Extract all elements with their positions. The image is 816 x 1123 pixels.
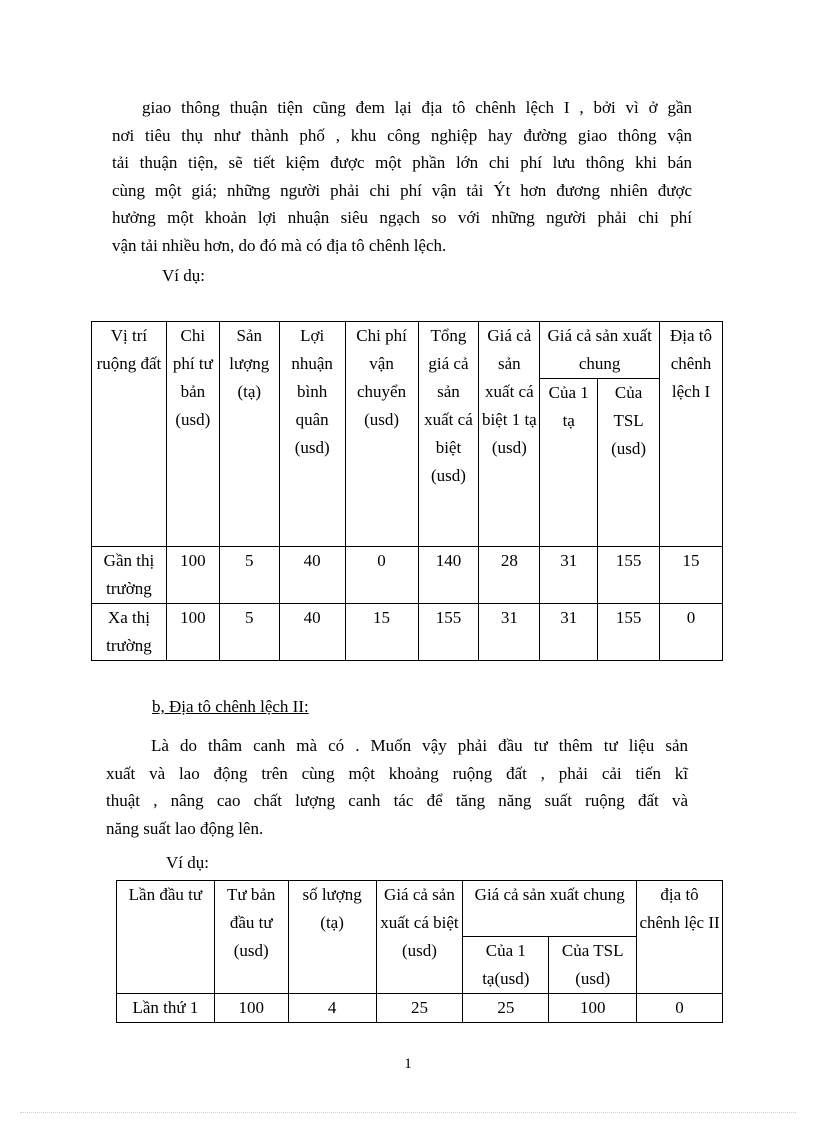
cell-individual-price: 25 — [376, 994, 463, 1023]
header-capital: Tư bản đầu tư (usd) — [214, 881, 288, 994]
cell-capital: 100 — [214, 994, 288, 1023]
cell-capital-cost: 100 — [166, 547, 219, 604]
cell-quantity: 4 — [288, 994, 376, 1023]
table-row — [117, 994, 723, 1023]
cell-avg-profit: 40 — [279, 604, 345, 661]
header-total-individual: Tổng giá cả sản xuất cá biệt (usd) — [418, 322, 479, 547]
cell-per-tsl: 100 — [549, 994, 637, 1023]
paragraph-line: tải thuận tiện, sẽ tiết kiệm được một phần lớn chi phí lưu thông khi bán — [112, 153, 692, 172]
header-general-price: Giá cả sản xuất chung — [463, 881, 637, 937]
paragraph-line: xuất và lao động trên cùng một khoảng ruộng đất , phải cải tiến kĩ — [106, 763, 688, 783]
paragraph-line: cùng một giá; những người phải chi phí vận tải Ýt hơn đương nhiên được — [112, 180, 692, 200]
page-number: 1 — [404, 1056, 412, 1072]
cell-avg-profit: 40 — [279, 547, 345, 604]
header-avg-profit: Lợi nhuận bình quân (usd) — [279, 322, 345, 547]
header-location: Vị trí ruộng đất — [92, 322, 167, 547]
cell-per-tsl: 155 — [598, 547, 660, 604]
table-row — [92, 547, 723, 604]
cell-per-tsl: 155 — [598, 604, 660, 661]
cell-total-individual: 155 — [418, 604, 479, 661]
cell-total-individual: 140 — [418, 547, 479, 604]
header-per-tsl: Của TSL (usd) — [549, 937, 637, 994]
cell-location: Gần thị trường — [92, 547, 167, 604]
header-investment: Lần đầu tư — [117, 881, 215, 994]
header-individual-price: Giá cả sản xuất cá biệt (usd) — [376, 881, 463, 994]
header-unit-individual: Giá cả sản xuất cá biệt 1 tạ (usd) — [479, 322, 540, 547]
paragraph-line: nơi tiêu thụ như thành phố , khu công nghiệp hay đường giao thông vận — [112, 125, 692, 145]
header-rent: Địa tô chênh lệch I — [660, 322, 723, 547]
paragraph-line: vận tải nhiều hơn, do đó mà có địa tô chênh lệch. — [112, 235, 447, 255]
cell-per-unit: 31 — [540, 547, 598, 604]
header-per-tsl: Của TSL (usd) — [598, 379, 660, 547]
table-differential-rent-1 — [91, 321, 723, 661]
table-row — [92, 604, 723, 661]
header-per-unit: Của 1 tạ(usd) — [463, 937, 549, 994]
header-transport: Chi phí vận chuyển (usd) — [345, 322, 418, 547]
paragraph-1 — [112, 94, 692, 259]
paragraph-2 — [106, 732, 688, 842]
cell-rent: 0 — [660, 604, 723, 661]
cell-output: 5 — [219, 604, 279, 661]
cell-per-unit: 25 — [463, 994, 549, 1023]
paragraph-line: năng suất lao động lên. — [106, 818, 264, 838]
cell-output: 5 — [219, 547, 279, 604]
paragraph-line: hưởng một khoản lợi nhuận siêu ngạch so với những người phải chi phí — [112, 208, 692, 227]
table-differential-rent-2 — [116, 880, 723, 1023]
cell-transport: 0 — [345, 547, 418, 604]
cell-unit-individual: 28 — [479, 547, 540, 604]
header-quantity: số lượng (tạ) — [288, 881, 376, 994]
header-output: Sản lượng (tạ) — [219, 322, 279, 547]
cell-location: Xa thị trường — [92, 604, 167, 661]
header-capital-cost: Chi phí tư bản (usd) — [166, 322, 219, 547]
cell-rent: 0 — [637, 994, 723, 1023]
section-heading-b: b, Địa tô chênh lệch II: — [152, 697, 309, 716]
header-rent: địa tô chênh lệc II — [637, 881, 723, 994]
cell-unit-individual: 31 — [479, 604, 540, 661]
cell-transport: 15 — [345, 604, 418, 661]
paragraph-line: thuật , nâng cao chất lượng canh tác để tăng năng suất ruộng đất và — [106, 791, 688, 810]
footer-divider — [20, 1112, 796, 1113]
paragraph-line: Là do thâm canh mà có . Muốn vậy phải đầu tư thêm tư liệu sản — [151, 736, 688, 755]
cell-rent: 15 — [660, 547, 723, 604]
cell-investment: Lần thứ 1 — [117, 994, 215, 1023]
cell-per-unit: 31 — [540, 604, 598, 661]
paragraph-line: giao thông thuận tiện cũng đem lại địa tô chênh lệch I , bởi vì ở gần — [142, 98, 692, 117]
cell-capital-cost: 100 — [166, 604, 219, 661]
header-per-unit: Của 1 tạ — [540, 379, 598, 547]
header-general-price: Giá cả sản xuất chung — [540, 322, 660, 379]
example-label-2: Ví dụ: — [166, 853, 209, 872]
example-label-1: Ví dụ: — [162, 266, 205, 285]
